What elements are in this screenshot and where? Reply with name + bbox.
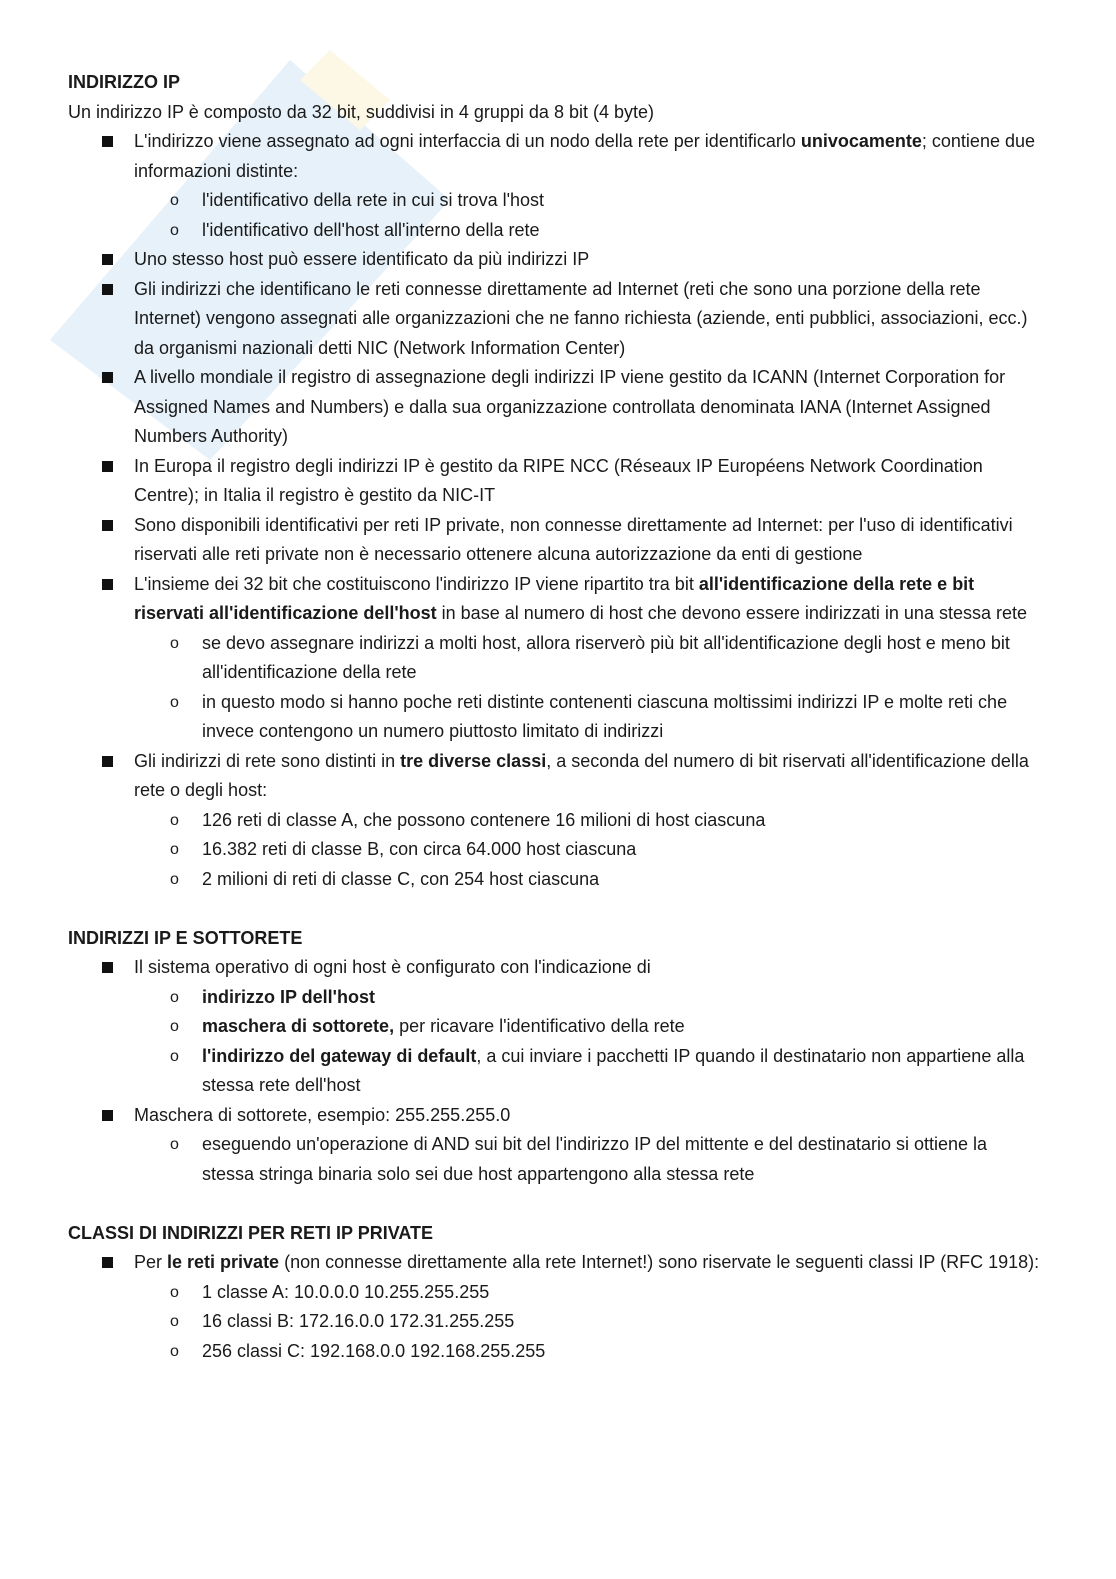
square-bullet-icon [102, 284, 113, 295]
square-bullet-icon [102, 372, 113, 383]
list-item: Maschera di sottorete, esempio: 255.255.255.0 o eseguendo un'operazione di AND sui bit del l'indirizzo IP del mittente e del destinatario si ottiene la stessa stringa binaria solo sei due host appartengono alla stessa rete [134, 1101, 1043, 1190]
bullet-list [68, 127, 1043, 894]
bullet-list [68, 953, 1043, 1189]
sub-list [134, 186, 1043, 245]
circle-bullet-icon: o [170, 1047, 179, 1065]
sub-list-item: o 256 classi C: 192.168.0.0 192.168.255.255 [202, 1337, 1043, 1367]
circle-bullet-icon: o [170, 192, 179, 209]
sub-list-item: o l'identificativo dell'host all'interno della rete [202, 216, 1043, 246]
section-spacer [68, 894, 1043, 924]
square-bullet-icon [102, 136, 113, 147]
circle-bullet-icon: o [170, 811, 179, 829]
sub-list [134, 1130, 1043, 1189]
sub-list [134, 629, 1043, 747]
square-bullet-icon [102, 1257, 113, 1268]
sub-list-item: o 1 classe A: 10.0.0.0 10.255.255.255 [202, 1278, 1043, 1308]
square-bullet-icon [102, 1110, 113, 1121]
list-item: Sono disponibili identificativi per reti IP private, non connesse direttamente ad Internet: per l'uso di identificativi riservati alle reti private non è necessario ottenere alcuna autorizzazione da enti di gestione [134, 511, 1043, 570]
square-bullet-icon [102, 461, 113, 472]
sub-list [134, 806, 1043, 895]
square-bullet-icon [102, 254, 113, 265]
circle-bullet-icon: o [170, 1018, 179, 1035]
sub-list-item: o 126 reti di classe A, che possono contenere 16 milioni di host ciascuna [202, 806, 1043, 836]
circle-bullet-icon: o [170, 693, 179, 711]
square-bullet-icon [102, 962, 113, 973]
sub-list-item: o 16.382 reti di classe B, con circa 64.000 host ciascuna [202, 835, 1043, 865]
list-item: In Europa il registro degli indirizzi IP è gestito da RIPE NCC (Réseaux IP Européens Network Coordination Centre); in Italia il registro è gestito da NIC-IT [134, 452, 1043, 511]
sub-list-item: o eseguendo un'operazione di AND sui bit del l'indirizzo IP del mittente e del destinatario si ottiene la stessa stringa binaria solo sei due host appartengono alla stessa rete [202, 1130, 1043, 1189]
sub-list-item: o maschera di sottorete, per ricavare l'identificativo della rete [202, 1012, 1043, 1042]
document-content [68, 68, 1043, 1366]
list-item: Per le reti private (non connesse direttamente alla rete Internet!) sono riservate le seguenti classi IP (RFC 1918): o 1 classe A: 10.0.0.0 10.255.255.255 o 16 classi B: 172.16.0.0 172.31.255.255 o 256 classi C: 192.168.0.0 192.168.255.255 [134, 1248, 1043, 1366]
sub-list [134, 1278, 1043, 1367]
list-item: Gli indirizzi che identificano le reti connesse direttamente ad Internet (reti che sono una porzione della rete Internet) vengono assegnati alle organizzazioni che ne fanno richiesta (aziende, enti pubblici, associazioni, ecc.) da organismi nazionali detti NIC (Network Information Center) [134, 275, 1043, 364]
list-item: L'indirizzo viene assegnato ad ogni interfaccia di un nodo della rete per identificarlo univocamente; contiene due informazioni distinte: o l'identificativo della rete in cui si trova l'host o l'identificativo dell'host all'interno della rete [134, 127, 1043, 245]
circle-bullet-icon: o [170, 221, 179, 239]
list-item: A livello mondiale il registro di assegnazione degli indirizzi IP viene gestito da ICANN (Internet Corporation for Assigned Names and Numbers) e dalla sua organizzazione controllata denominata IANA (Internet Assigned Numbers Authority) [134, 363, 1043, 452]
section-title: INDIRIZZI IP E SOTTORETE [68, 927, 303, 948]
square-bullet-icon [102, 756, 113, 767]
sub-list-item: o l'indirizzo del gateway di default, a cui inviare i pacchetti IP quando il destinatario non appartiene alla stessa rete dell'host [202, 1042, 1043, 1101]
sub-list-item: o in questo modo si hanno poche reti distinte contenenti ciascuna moltissimi indirizzi IP e molte reti che invece contengono un numero piuttosto limitato di indirizzi [202, 688, 1043, 747]
circle-bullet-icon: o [170, 870, 179, 888]
circle-bullet-icon: o [170, 988, 179, 1006]
sub-list [134, 983, 1043, 1101]
list-item: Il sistema operativo di ogni host è configurato con l'indicazione di o indirizzo IP dell'host o maschera di sottorete, per ricavare l'identificativo della rete o l'indirizzo del gateway di default, a cui inviare i pacchetti IP quando il destinatario non appartiene alla stessa rete dell'host [134, 953, 1043, 1101]
sub-list-item: o indirizzo IP dell'host [202, 983, 1043, 1013]
circle-bullet-icon: o [170, 1313, 179, 1330]
section-intro: Un indirizzo IP è composto da 32 bit, suddivisi in 4 gruppi da 8 bit (4 byte) [68, 101, 654, 122]
square-bullet-icon [102, 579, 113, 590]
sub-list-item: o l'identificativo della rete in cui si trova l'host [202, 186, 1043, 216]
sub-list-item: o 2 milioni di reti di classe C, con 254 host ciascuna [202, 865, 1043, 895]
circle-bullet-icon: o [170, 634, 179, 652]
circle-bullet-icon: o [170, 1342, 179, 1360]
sub-list-item: o se devo assegnare indirizzi a molti host, allora riserverò più bit all'identificazione degli host e meno bit all'identificazione della rete [202, 629, 1043, 688]
square-bullet-icon [102, 520, 113, 531]
section-spacer [68, 1189, 1043, 1219]
circle-bullet-icon: o [170, 841, 179, 858]
list-item: L'insieme dei 32 bit che costituiscono l'indirizzo IP viene ripartito tra bit all'identificazione della rete e bit riservati all'identificazione dell'host in base al numero di host che devono essere indirizzati in una stessa rete o se devo assegnare indirizzi a molti host, allora riserverò più bit all'identificazione degli host e meno bit all'identificazione della rete o in questo modo si hanno poche reti distinte contenenti ciascuna moltissimi indirizzi IP e molte reti che invece contengono un numero piuttosto limitato di indirizzi [134, 570, 1043, 747]
circle-bullet-icon: o [170, 1136, 179, 1153]
list-item: Uno stesso host può essere identificato da più indirizzi IP [134, 245, 1043, 275]
circle-bullet-icon: o [170, 1283, 179, 1301]
bullet-list [68, 1248, 1043, 1366]
section-title: INDIRIZZO IP [68, 72, 180, 92]
sub-list-item: o 16 classi B: 172.16.0.0 172.31.255.255 [202, 1307, 1043, 1337]
section-title: CLASSI DI INDIRIZZI PER RETI IP PRIVATE [68, 1222, 434, 1243]
list-item: Gli indirizzi di rete sono distinti in tre diverse classi, a seconda del numero di bit riservati all'identificazione della rete o degli host: o 126 reti di classe A, che possono contenere 16 milioni di host ciascuna o 16.382 reti di classe B, con circa 64.000 host ciascuna o 2 milioni di reti di classe C, con 254 host ciascuna [134, 747, 1043, 895]
